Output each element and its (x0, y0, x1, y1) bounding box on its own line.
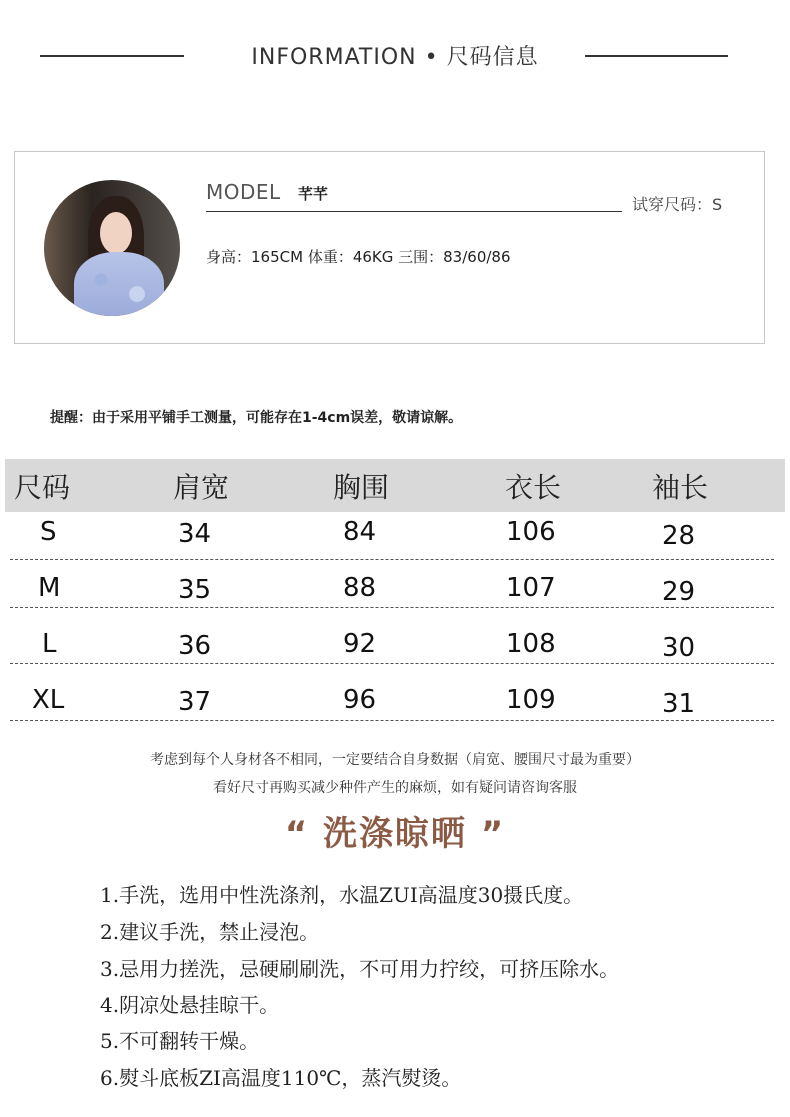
row-divider (10, 559, 774, 560)
row-divider (10, 663, 774, 664)
table-cell: 106 (506, 517, 556, 547)
table-cell: 37 (178, 687, 212, 717)
table-cell: 92 (343, 629, 377, 659)
wash-care-title: “ 洗涤晾晒 ” (284, 814, 506, 854)
table-cell: 108 (506, 629, 556, 659)
model-name: 芊芊 (298, 185, 329, 203)
wash-item: 3.忌用力搓洗，忌硬刷刷洗，不可用力拧绞，可挤压除水。 (100, 957, 620, 981)
table-cell: L (42, 629, 57, 659)
table-cell: 96 (343, 685, 377, 715)
table-cell: 28 (662, 521, 696, 551)
table-cell: 34 (178, 519, 212, 549)
table-cell: 107 (506, 573, 556, 603)
row-divider (10, 607, 774, 608)
model-photo (44, 180, 180, 316)
header-size: 尺码 (14, 471, 71, 504)
table-cell: 29 (662, 577, 696, 607)
table-cell: M (38, 573, 61, 603)
wash-item: 4.阴凉处悬挂晾干。 (100, 993, 280, 1017)
header-sleeve: 袖长 (652, 471, 709, 504)
wash-item: 2.建议手洗，禁止浸泡。 (100, 920, 320, 944)
model-underline (206, 211, 622, 212)
table-cell: S (40, 517, 57, 547)
table-cell: 30 (662, 633, 696, 663)
header-shoulder: 肩宽 (173, 471, 230, 504)
sizing-tip-2: 看好尺寸再购买减少种件产生的麻烦，如有疑问请咨询客服 (213, 780, 577, 796)
header-chest: 胸围 (333, 471, 390, 504)
wash-item: 5.不可翻转干燥。 (100, 1029, 260, 1053)
table-cell: 31 (662, 689, 696, 719)
table-cell: 35 (178, 575, 212, 605)
wash-item: 6.熨斗底板ZI高温度110℃，蒸汽熨烫。 (100, 1066, 462, 1090)
table-cell: 88 (343, 573, 377, 603)
table-cell: 36 (178, 631, 212, 661)
row-divider (10, 720, 774, 721)
table-cell: XL (32, 685, 65, 715)
page-title: INFORMATION • 尺码信息 (251, 45, 539, 70)
model-label: MODEL (206, 180, 281, 204)
table-cell: 109 (506, 685, 556, 715)
sizing-tip-1: 考虑到每个人身材各不相同，一定要结合自身数据（肩宽、腰围尺寸最为重要） (150, 752, 640, 768)
table-cell: 84 (343, 517, 377, 547)
model-measurements: 身高：165CM 体重：46KG 三围：83/60/86 (206, 248, 511, 266)
header-length: 衣长 (505, 471, 562, 504)
trial-size: 试穿尺码：S (632, 195, 723, 214)
wash-item: 1.手洗，选用中性洗涤剂，水温ZUI高温度30摄氏度。 (100, 883, 584, 907)
measurement-note: 提醒：由于采用平铺手工测量，可能存在1-4cm误差，敬请谅解。 (50, 410, 463, 426)
